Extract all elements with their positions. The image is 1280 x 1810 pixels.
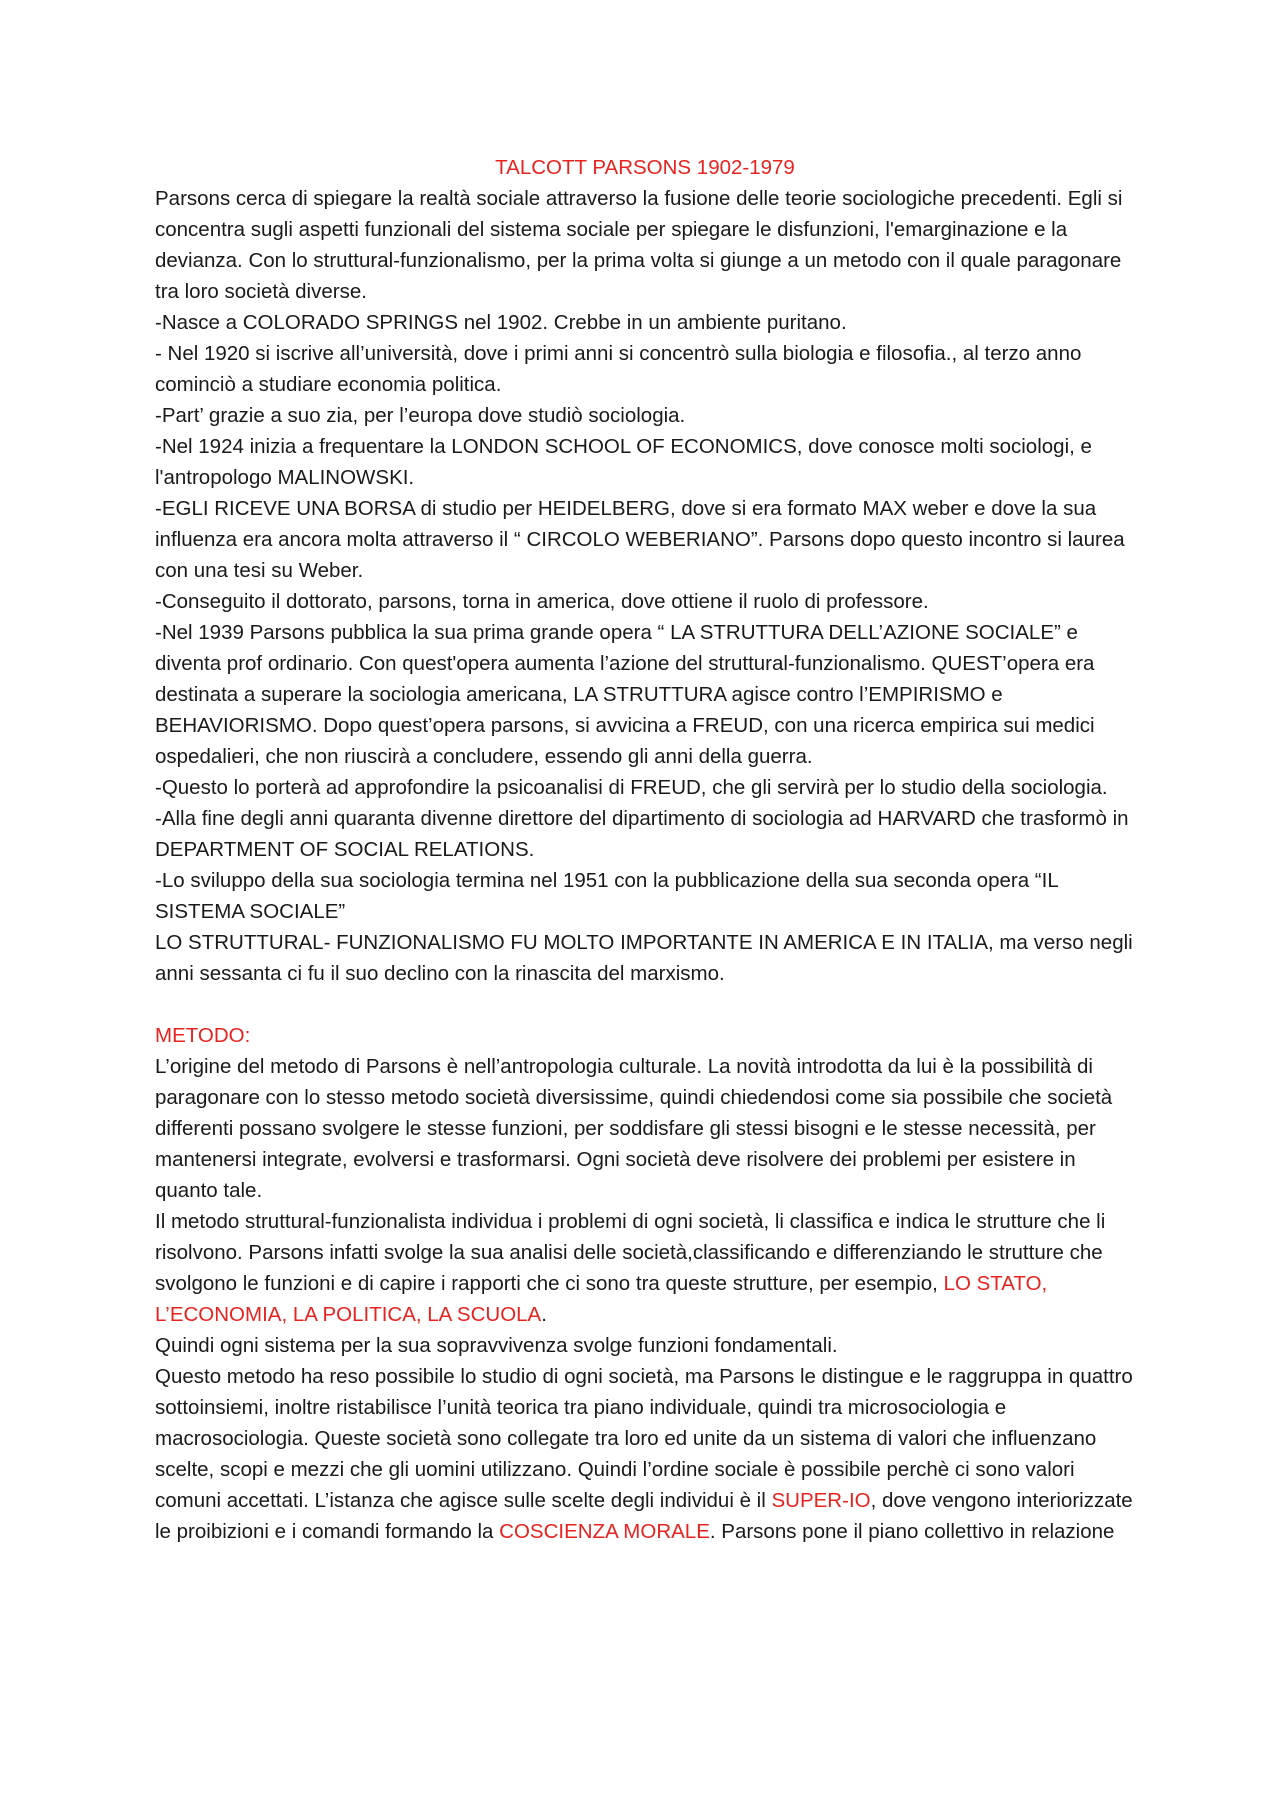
method-paragraph-3: Quindi ogni sistema per la sua sopravvivenza svolge funzioni fondamentali.	[155, 1334, 838, 1357]
highlight-super-io: SUPER-IO	[771, 1489, 871, 1512]
method-paragraph-4-end: . Parsons pone il piano collettivo in relazione	[709, 1520, 1115, 1543]
highlight-structures: LO STATO, L’ECONOMIA, LA POLITICA, LA SCUOLA	[155, 1272, 1048, 1326]
method-paragraph-4-text: Questo metodo ha reso possibile lo studio di ogni società, ma Parsons le distingue e le raggruppa in quattro sottoinsiemi, inoltre ristabilisce l’unità teorica tra piano individuale, quindi tra microsociologia e macrosociologia. Queste società sono collegate tra loro ed unite da un sistema di valori che influenzano scelte, scopi e mezzi che gli uomini utilizzano. Quindi l’ordine sociale è possibile perchè ci sono valori comuni accettati. L’istanza che agisce sulle scelte degli individui è il	[155, 1365, 1133, 1512]
bio-line-1951: -Lo sviluppo della sua sociologia termina nel 1951 con la pubblicazione della sua seconda opera “IL SISTEMA SOCIALE”	[155, 869, 1058, 923]
bio-line-heidelberg: -EGLI RICEVE UNA BORSA di studio per HEIDELBERG, dove si era formato MAX weber e dove la sua influenza era ancora molta attraverso il “ CIRCOLO WEBERIANO”. Parsons dopo questo incontro si laurea con una tesi su Weber.	[155, 497, 1125, 582]
bio-line-decline: LO STRUTTURAL- FUNZIONALISMO FU MOLTO IMPORTANTE IN AMERICA E IN ITALIA, ma verso negli anni sessanta ci fu il suo declino con la rinascita del marxismo.	[155, 931, 1133, 985]
method-paragraph-1: L’origine del metodo di Parsons è nell’antropologia culturale. La novità introdotta da lui è la possibilità di paragonare con lo stesso metodo società diversissime, quindi chiedendosi come sia possibile che società differenti possano svolgere le stesse funzioni, per soddisfare gli stessi bisogni e le stesse necessità, per mantenersi integrate, evolversi e trasformarsi. Ogni società deve risolvere dei problemi per esistere in quanto tale.	[155, 1055, 1113, 1202]
intro-paragraph: Parsons cerca di spiegare la realtà sociale attraverso la fusione delle teorie sociologiche precedenti. Egli si concentra sugli aspetti funzionali del sistema sociale per spiegare le disfunzioni, l'emarginazione e la devianza. Con lo struttural-funzionalismo, per la prima volta si giunge a un metodo con il quale paragonare tra loro società diverse.	[155, 187, 1123, 303]
bio-line-harvard: -Alla fine degli anni quaranta divenne direttore del dipartimento di sociologia ad HARVARD che trasformò in DEPARTMENT OF SOCIAL RELATIONS.	[155, 807, 1129, 861]
method-paragraph-4-mid: , dove vengono interiorizzate le proibizioni e i comandi formando la	[155, 1489, 1133, 1543]
document-title: TALCOTT PARSONS 1902-1979	[495, 156, 795, 179]
bio-line-1939: -Nel 1939 Parsons pubblica la sua prima grande opera “ LA STRUTTURA DELL’AZIONE SOCIALE” e diventa prof ordinario. Con quest'opera aumenta l’azione del struttural-funzionalismo. QUEST’opera era destinata a superare la sociologia americana, LA STRUTTURA agisce contro l’EMPIRISMO e BEHAVIORISMO. Dopo quest’opera parsons, si avvicina a FREUD, con una ricerca empirica sui medici ospedalieri, che non riuscirà a concludere, essendo gli anni della guerra.	[155, 621, 1095, 768]
method-paragraph-4	[155, 1361, 1135, 1547]
highlight-coscienza-morale: COSCIENZA MORALE	[499, 1520, 710, 1543]
bio-line-doctorate: -Conseguito il dottorato, parsons, torna in america, dove ottiene il ruolo di professore.	[155, 590, 929, 613]
bio-line-birth: -Nasce a COLORADO SPRINGS nel 1902. Crebbe in un ambiente puritano.	[155, 311, 847, 334]
method-paragraph-2-end: .	[541, 1303, 547, 1326]
method-paragraph-2-text: Il metodo struttural-funzionalista individua i problemi di ogni società, li classifica e indica le strutture che li risolvono. Parsons infatti svolge la sua analisi delle società,classificando e differenziando le strutture che svolgono le funzioni e di capire i rapporti che ci sono tra queste strutture, per esempio,	[155, 1210, 1106, 1295]
bio-line-london: -Nel 1924 inizia a frequentare la LONDON SCHOOL OF ECONOMICS, dove conosce molti sociologi, e l'antropologo MALINOWSKI.	[155, 435, 1092, 489]
method-paragraph-2	[155, 1206, 1135, 1330]
method-heading: METODO:	[155, 1024, 251, 1047]
document-page	[155, 152, 1135, 1547]
bio-line-europe: -Part’ grazie a suo zia, per l’europa dove studiò sociologia.	[155, 404, 686, 427]
bio-line-freud: -Questo lo porterà ad approfondire la psicoanalisi di FREUD, che gli servirà per lo studio della sociologia.	[155, 776, 1108, 799]
bio-line-university: - Nel 1920 si iscrive all’università, dove i primi anni si concentrò sulla biologia e filosofia., al terzo anno cominciò a studiare economia politica.	[155, 342, 1082, 396]
